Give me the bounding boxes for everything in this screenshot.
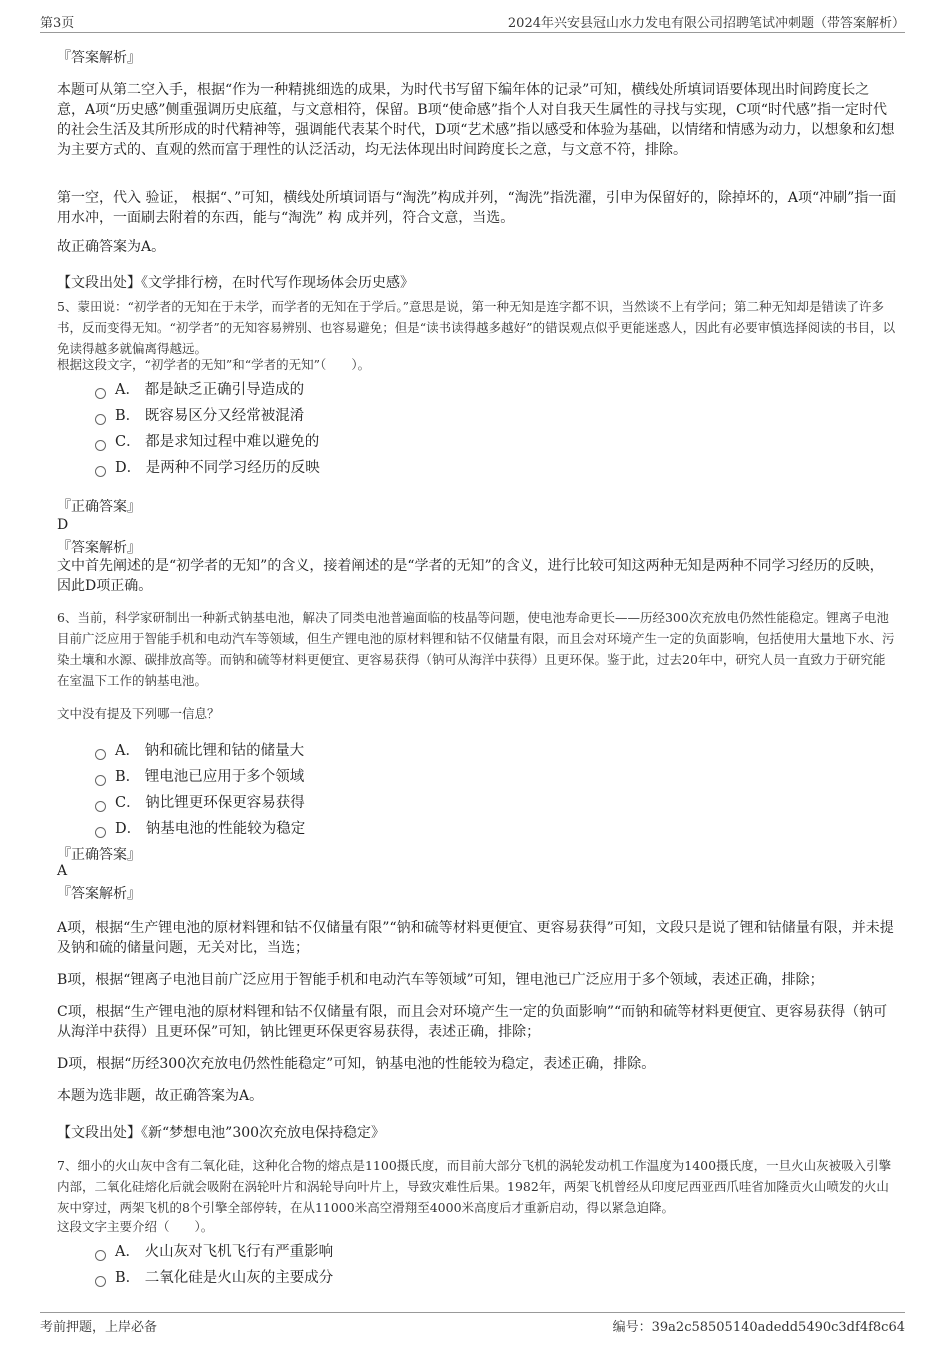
question-stem: 5、蒙田说：“初学者的无知在于未学，而学者的无知在于学后。”意思是说，第一种无知是连字都不识，当然谈不上有学问；第二种无知却是错读了许多书，反而变得无知。“初学者”的无知容易辨别、也容易避免；但是“读书读得越多越好”的错误观点似乎更能迷惑人，因此有必要审慎选择阅读的书目，以免读得越多就偏离得越远。 <box>57 299 896 356</box>
correct-answer-label: 『正确答案』 <box>57 499 141 515</box>
source-note: 【文段出处】《新“梦想电池”300次充放电保持稳定》 <box>57 1125 386 1141</box>
analysis-paragraph: B项，根据“锂离子电池目前广泛应用于智能手机和电动汽车等领域”可知，锂电池已广泛应用于多个领域，表述正确，排除； <box>57 972 824 988</box>
radio-icon[interactable] <box>95 1250 106 1261</box>
question-prompt: 文中没有提及下列哪一信息？ <box>57 706 220 721</box>
radio-icon[interactable] <box>95 801 106 812</box>
option-b[interactable]: B． 锂电池已应用于多个领域 <box>95 765 304 786</box>
option-d[interactable]: D． 是两种不同学习经历的反映 <box>95 456 320 477</box>
radio-icon[interactable] <box>95 775 106 786</box>
option-b[interactable]: B． 二氧化硅是火山灰的主要成分 <box>95 1266 333 1287</box>
analysis-label: 『答案解析』 <box>57 50 141 66</box>
radio-icon[interactable] <box>95 414 106 425</box>
analysis-paragraph: 本题可从第二空入手，根据“作为一种精挑细选的成果，为时代书写留下编年体的记录”可知，横线处所填词语要体现出时间跨度长之意，A项“历史感”侧重强调历史底蕴，与文意相符，保留。B项“使命感”指个人对自我天生属性的寻找与实现，C项“时代感”指一定时代的社会生活及其所形成的时代精神等，强调能代表某个时代，D项“艺术感”指以感受和体验为基础，以情绪和情感为动力，以想象和幻想为主要方式的、直观的然而富于理性的认泛活动，均无法体现出时间跨度长之意，与文意不符，排除。 <box>57 82 895 158</box>
question-stem: 7、细小的火山灰中含有二氧化硅，这种化合物的熔点是1100摄氏度，而目前大部分飞机的涡轮发动机工作温度为1400摄氏度，一旦火山灰被吸入引擎内部，二氧化硅熔化后就会吸附在涡轮叶片和涡轮导向叶片上，导致灾难性后果。1982年，两架飞机曾经从印度尼西亚西爪哇省加隆贡火山喷发的火山灰中穿过，两架飞机的8个引擎全部停转，在从11000米高空滑翔至4000米高度后才重新启动，得以紧急迫降。 <box>57 1158 892 1215</box>
radio-icon[interactable] <box>95 749 106 760</box>
analysis-paragraph: 本题为选非题，故正确答案为A。 <box>57 1088 264 1104</box>
source-note: 【文段出处】《文学排行榜，在时代写作现场体会历史感》 <box>57 275 414 291</box>
footer-slogan: 考前押题，上岸必备 <box>40 1320 158 1335</box>
correct-answer: A <box>57 863 68 879</box>
option-a[interactable]: A． 火山灰对飞机飞行有严重影响 <box>95 1240 333 1261</box>
analysis-label: 『答案解析』 <box>57 886 141 902</box>
analysis-paragraph: 第一空，代入 验证， 根据“、”可知，横线处所填词语与“淘洗”构成并列，“淘洗”指洗濯，引申为保留好的，除掉坏的，A项“冲刷”指一面用水冲，一面刷去附着的东西，能与“淘洗” 构 成并列，符合文意，当选。 <box>57 190 897 226</box>
correct-answer-label: 『正确答案』 <box>57 847 141 863</box>
option-a[interactable]: A． 钠和硫比锂和钴的储量大 <box>95 739 304 760</box>
radio-icon[interactable] <box>95 1276 106 1287</box>
page-footer <box>40 1312 905 1338</box>
option-a[interactable]: A． 都是缺乏正确引导造成的 <box>95 378 304 399</box>
option-c[interactable]: C． 钠比锂更环保更容易获得 <box>95 791 305 812</box>
page-header <box>40 12 905 33</box>
analysis-paragraph: 故正确答案为A。 <box>57 239 166 255</box>
radio-icon[interactable] <box>95 466 106 477</box>
radio-icon[interactable] <box>95 827 106 838</box>
question-stem: 6、当前，科学家研制出一种新式钠基电池，解决了同类电池普遍面临的枝晶等问题，使电池寿命更长——历经300次充放电仍然性能稳定。锂离子电池目前广泛应用于智能手机和电动汽车等领域，但生产锂电池的原材料锂和钴不仅储量有限，而且会对环境产生一定的负面影响，包括使用大量地下水、污染土壤和水源、碳排放高等。而钠和硫等材料更便宜、更容易获得（钠可从海洋中获得）且更环保。鉴于此，过去20年中，研究人员一直致力于研究能在室温下工作的钠基电池。 <box>57 610 895 688</box>
option-b[interactable]: B． 既容易区分又经常被混淆 <box>95 404 304 425</box>
radio-icon[interactable] <box>95 440 106 451</box>
analysis-paragraph: D项，根据“历经300次充放电仍然性能稳定”可知，钠基电池的性能较为稳定，表述正确，排除。 <box>57 1056 656 1072</box>
option-d[interactable]: D． 钠基电池的性能较为稳定 <box>95 817 305 838</box>
analysis-paragraph: C项，根据“生产锂电池的原材料锂和钴不仅储量有限，而且会对环境产生一定的负面影响”“而钠和硫等材料更便宜、更容易获得（钠可从海洋中获得）且更环保”可知，钠比锂更环保更容易获得，表述正确，排除； <box>57 1004 888 1040</box>
analysis-paragraph: A项，根据“生产锂电池的原材料锂和钴不仅储量有限”“钠和硫等材料更便宜、更容易获得”可知，文段只是说了锂和钴储量有限，并未提及钠和硫的储量问题，无关对比，当选； <box>57 920 894 956</box>
analysis-label: 『答案解析』 <box>57 540 141 556</box>
page-number: 第3页 <box>40 16 75 31</box>
correct-answer: D <box>57 517 69 533</box>
analysis-paragraph: 文中首先阐述的是“初学者的无知”的含义，接着阐述的是“学者的无知”的含义，进行比较可知这两种无知是两种不同学习经历的反映，因此D项正确。 <box>57 558 884 594</box>
document-code: 编号：39a2c58505140adedd5490c3df4f8c64 <box>612 1320 905 1335</box>
document-title: 2024年兴安县冠山水力发电有限公司招聘笔试冲刺题（带答案解析） <box>507 16 905 31</box>
question-prompt: 这段文字主要介绍（ ）。 <box>57 1219 214 1234</box>
option-c[interactable]: C． 都是求知过程中难以避免的 <box>95 430 319 451</box>
question-prompt: 根据这段文字，“初学者的无知”和“学者的无知”（ ）。 <box>57 357 371 372</box>
radio-icon[interactable] <box>95 388 106 399</box>
